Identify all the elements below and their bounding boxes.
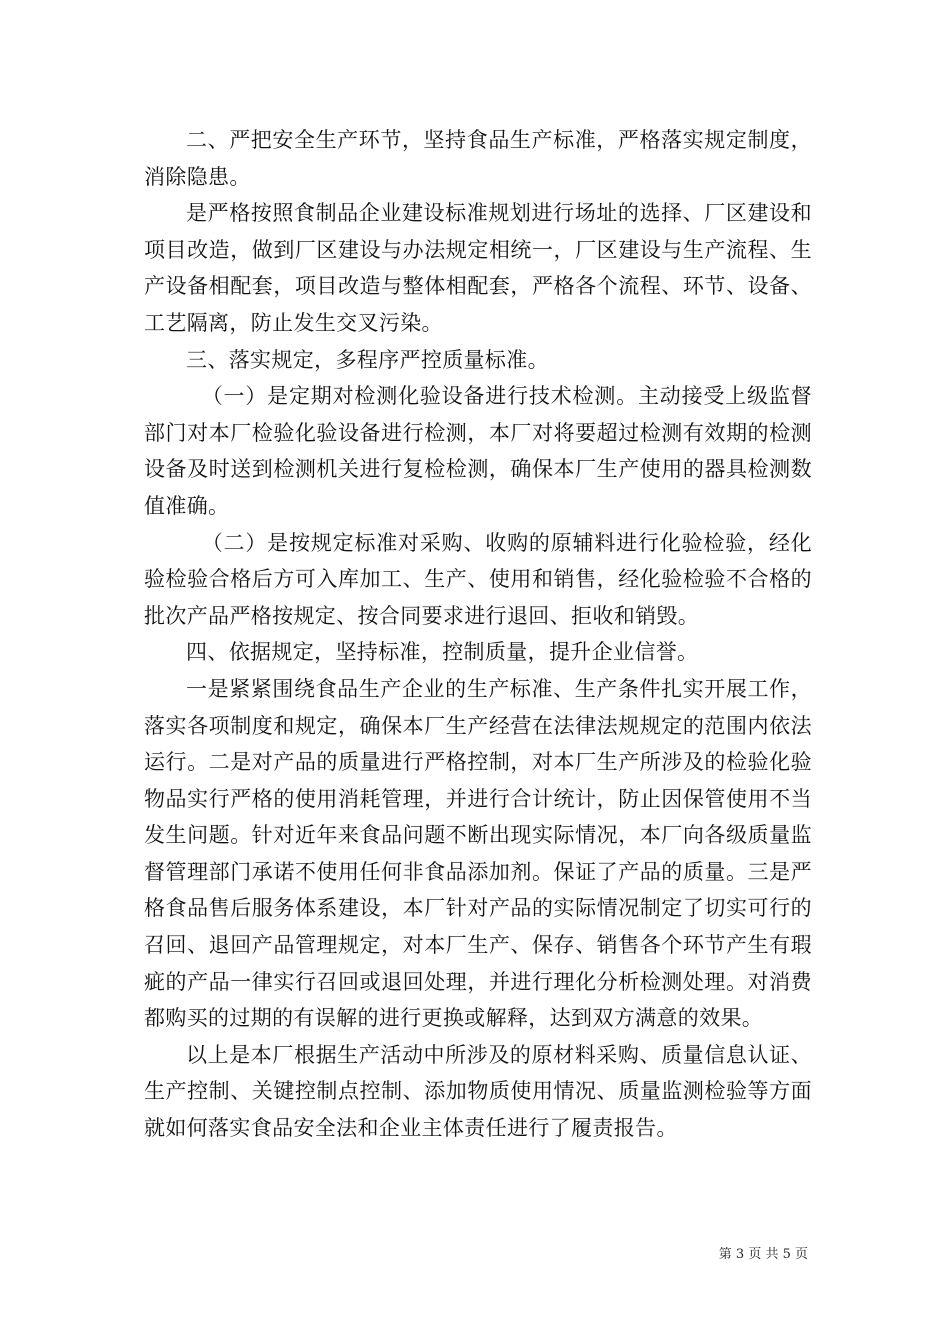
section-heading-2: 二、严把安全生产环节，坚持食品生产标准，严格落实规定制度，消除隐患。 (144, 128, 812, 189)
closing-paragraph: 以上是本厂根据生产活动中所涉及的原材料采购、质量信息认证、生产控制、关键控制点控制、添加物质使用情况、质量监测检验等方面就如何落实食品安全法和企业主体责任进行了履责报告。 (144, 1042, 812, 1141)
section-heading-4: 四、依据规定，坚持标准，控制质量，提升企业信誉。 (186, 640, 699, 665)
page-number-footer: 第 3 页 共 5 页 (718, 1247, 808, 1262)
document-body (144, 122, 812, 1147)
body-paragraph: 是严格按照食制品企业建设标准规划进行场址的选择、厂区建设和项目改造，做到厂区建设与办法规定相统一，厂区建设与生产流程、生产设备相配套，项目改造与整体相配套，严格各个流程、环节、设备、工艺隔离，防止发生交叉污染。 (144, 201, 812, 335)
body-paragraph: 一是紧紧围绕食品生产企业的生产标准、生产条件扎实开展工作，落实各项制度和规定，确保本厂生产经营在法律法规规定的范围内依法运行。二是对产品的质量进行严格控制，对本厂生产所涉及的检验化验物品实行严格的使用消耗管理，并进行合计统计，防止因保管使用不当发生问题。针对近年来食品问题不断出现实际情况，本厂向各级质量监督管理部门承诺不使用任何非食品添加剂。保证了产品的质量。三是严格食品售后服务体系建设，本厂针对产品的实际情况制定了切实可行的召回、退回产品管理规定，对本厂生产、保存、销售各个环节产生有瑕疵的产品一律实行召回或退回处理，并进行理化分析检测处理。对消费都购买的过期的有误解的进行更换或解释，达到双方满意的效果。 (144, 676, 812, 1031)
section-heading-3: 三、落实规定，多程序严控质量标准。 (186, 347, 549, 372)
body-paragraph: （二）是按规定标准对采购、收购的原辅料进行化验检验，经化验检验合格后方可入库加工、生产、使用和销售，经化验检验不合格的批次产品严格按规定、按合同要求进行退回、拒收和销毁。 (144, 530, 812, 628)
body-paragraph: （一）是定期对检测化验设备进行技术检测。主动接受上级监督部门对本厂检验化验设备进行检测，本厂对将要超过检测有效期的检测设备及时送到检测机关进行复检检测，确保本厂生产使用的器具检测数值准确。 (144, 384, 812, 518)
